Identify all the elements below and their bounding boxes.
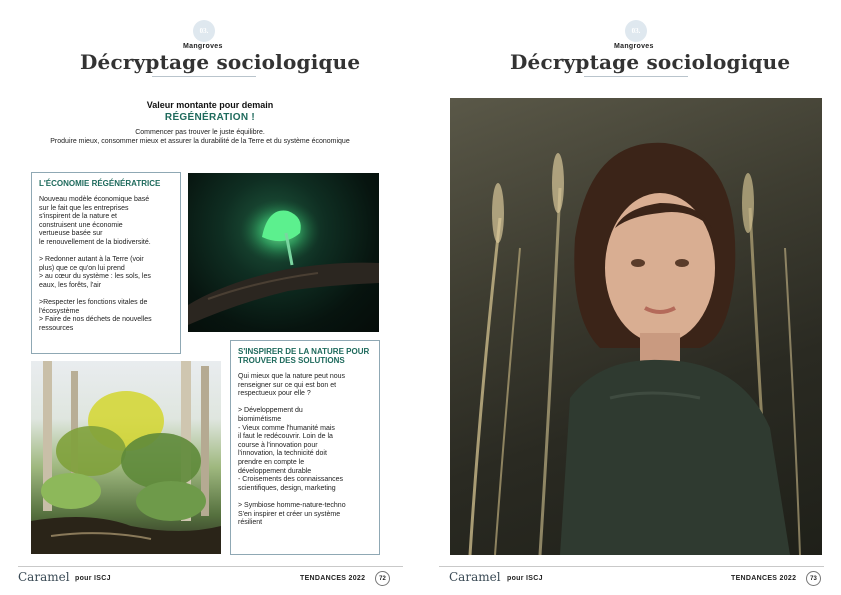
- title-underline: [152, 76, 256, 77]
- left-page: [0, 0, 420, 595]
- nature-inspiration-box: [230, 340, 380, 555]
- title-underline: [584, 76, 688, 77]
- glowing-mushroom-image: [188, 173, 379, 332]
- lead-line-2: Produire mieux, consommer mieux et assurer la durabilité de la Terre et du système économique: [50, 138, 350, 145]
- brand-logo: Caramel: [449, 570, 501, 584]
- footer-issue: TENDANCES 2022: [731, 575, 797, 582]
- regenerative-economy-box: [31, 172, 181, 354]
- box-title: L'ÉCONOMIE RÉGÉNÉRATRICE: [39, 179, 161, 188]
- section-number-badge: 03.: [193, 20, 215, 42]
- section-label: Mangroves: [183, 43, 223, 50]
- mushroom-illustration: [188, 173, 379, 332]
- page-number: 72: [375, 571, 390, 586]
- right-page: [421, 0, 841, 595]
- section-label: Mangroves: [614, 43, 654, 50]
- portrait-photo: [450, 98, 822, 555]
- footer-rule: [439, 566, 824, 567]
- brand-logo: Caramel: [18, 570, 70, 584]
- portrait-illustration: [450, 98, 822, 555]
- box-title: S'INSPIRER DE LA NATURE POUR TROUVER DES SOLUTIONS: [238, 347, 370, 365]
- footer-for: pour ISCJ: [507, 575, 543, 582]
- forest-illustration: [31, 361, 221, 554]
- lead-line-1: Commencer pas trouver le juste équilibre.: [135, 129, 265, 136]
- page-title: Décryptage sociologique: [80, 50, 361, 74]
- box-body: Nouveau modèle économique basé sur le fait que les entreprises s'inspirent de la nature et construisent une économie vertueuse basée sur le renouvellement de la biodiversité. > Redonner autant à la Terre (voir plus) que ce qu'on lui prend > au cœur du système : les sols, les eaux, les forêts, l'air >Respecter les fonctions vitales de l'écosystème > Faire de nos déchets de nouvelles ressources: [39, 196, 152, 332]
- box-body: Qui mieux que la nature peut nous renseigner sur ce qui est bon et respectueux pour elle ? > Développement du biomimétisme - Vieux comme l'humanité mais il faut le redécouvrir. Loin de la course à l'innovation pour l'innovation, la technicité doit prendre en compte le développement durable - Croisements des connaissances scientifiques, design, marketing > Symbiose homme-nature-techno S'en inspirer et créer un système résilient: [238, 373, 346, 527]
- page-number: 73: [806, 571, 821, 586]
- section-number-badge: 03.: [625, 20, 647, 42]
- forest-painting-image: [31, 361, 221, 554]
- footer-for: pour ISCJ: [75, 575, 111, 582]
- footer-issue: TENDANCES 2022: [300, 575, 366, 582]
- lead-title: Valeur montante pour demain: [146, 100, 274, 110]
- footer-rule: [18, 566, 403, 567]
- page-title: Décryptage sociologique: [510, 50, 791, 74]
- lead-accent: RÉGÉNÉRATION !: [164, 112, 256, 123]
